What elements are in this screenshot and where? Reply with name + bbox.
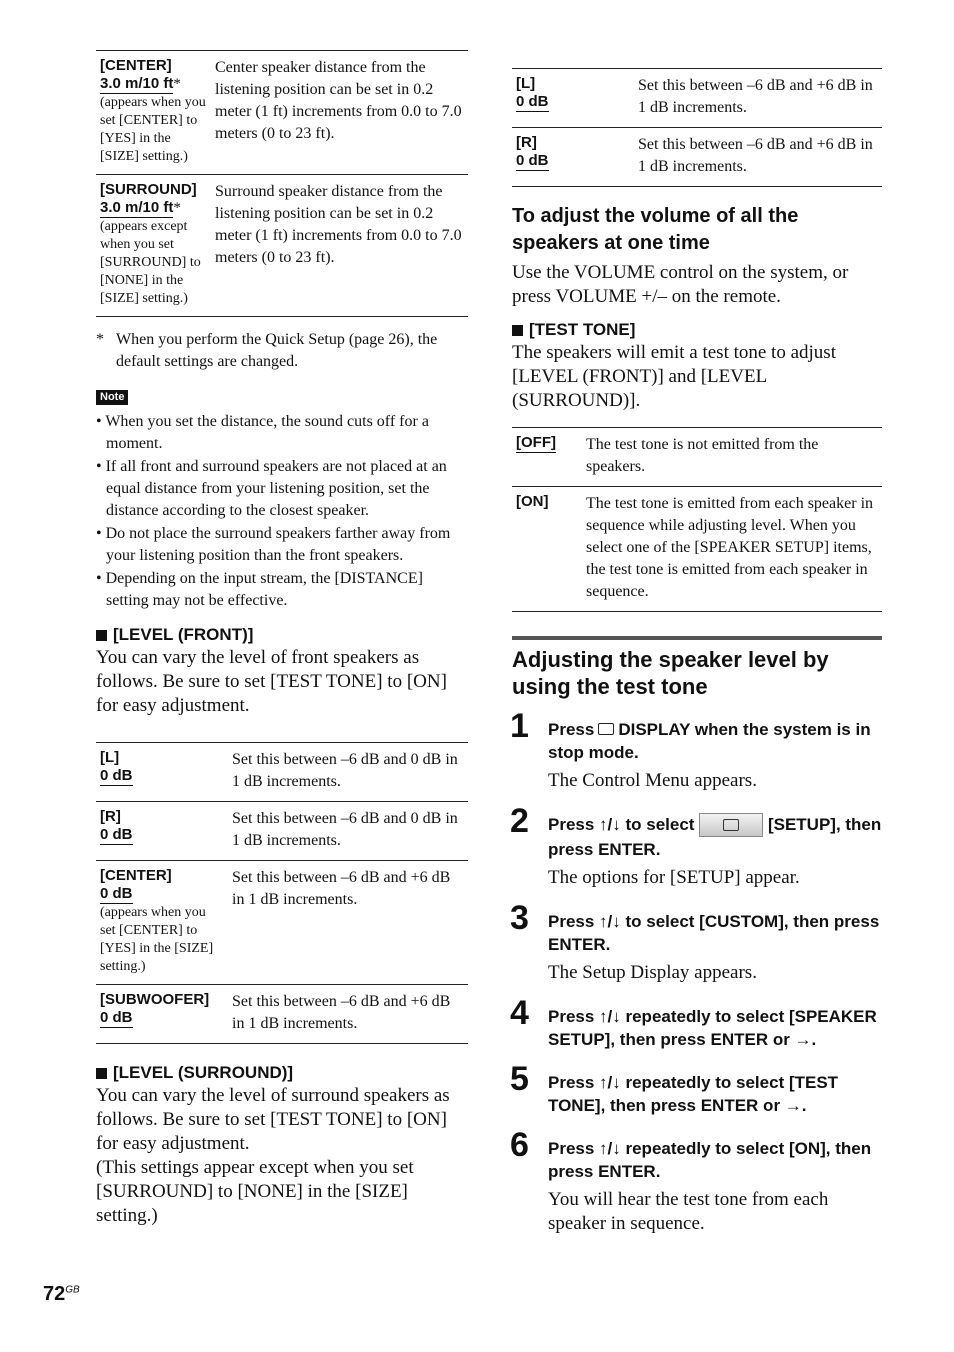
setting-key: [SURROUND] (100, 181, 197, 198)
test-tone-body: The speakers will emit a test tone to adjust [LEVEL (FRONT)] and [LEVEL (SURROUND)]. (512, 342, 836, 411)
step-number: 1 (510, 707, 529, 745)
step-result: The Setup Display appears. (548, 961, 757, 983)
step-result: You will hear the test tone from each speaker in sequence. (548, 1188, 829, 1234)
setting-description: The test tone is emitted from each speaker in sequence while adjusting level. When you select one of the [SPEAKER SETUP] items, the test tone is emitted from each speaker in sequence. (582, 487, 882, 612)
step-4 (510, 993, 882, 1051)
step-instruction: Press ↑/↓ to select [CUSTOM], then press ENTER. (548, 911, 880, 954)
setting-key: [CENTER] (100, 867, 172, 884)
default-value: 0 dB (100, 767, 133, 784)
table-row (512, 69, 882, 128)
square-bullet-icon (96, 1068, 107, 1079)
step-number: 6 (510, 1125, 529, 1164)
step-result: The options for [SETUP] appear. (548, 866, 800, 888)
table-row (96, 985, 468, 1044)
step-instruction: [SETUP], then press ENTER. (548, 815, 882, 859)
table-row (512, 128, 882, 187)
setting-key: [L] (516, 75, 536, 92)
setting-key: [OFF] (516, 434, 556, 451)
test-tone-section (512, 319, 882, 612)
table-row (96, 51, 468, 175)
setting-description: Set this between –6 dB and 0 dB in 1 dB increments. (228, 802, 468, 861)
step-5 (510, 1059, 882, 1117)
step-1 (510, 707, 882, 793)
asterisk: * (173, 76, 181, 92)
right-column (512, 0, 882, 1236)
level-surround-table (512, 68, 882, 187)
table-row (96, 175, 468, 317)
footnote-text: When you perform the Quick Setup (page 26), the default settings are changed. (116, 331, 438, 370)
step-instruction-pre: Press ↑/↓ to select (548, 815, 695, 834)
step-instruction: Press ↑/↓ repeatedly to select [ON], then press ENTER. (548, 1138, 872, 1181)
notes-list (96, 411, 468, 612)
setting-description: Surround speaker distance from the listening position can be set in 0.2 meter (1 ft) increments from 0.0 to 7.0 meters (0 to 23 ft). (211, 175, 468, 317)
page-number: $72^{GB}$ (43, 1283, 80, 1305)
volume-all-heading: To adjust the volume of all the speakers at one time (512, 205, 799, 254)
step-result: The Control Menu appears. (548, 770, 757, 791)
volume-all-body: Use the VOLUME control on the system, or press VOLUME +/– on the remote. (512, 262, 849, 307)
level-surround-body: You can vary the level of surround speakers as follows. Be sure to set [TEST TONE] to [ON] for easy adjustment. (96, 1085, 450, 1154)
adjusting-heading: Adjusting the speaker level by using the test tone (512, 647, 829, 699)
test-tone-table (512, 427, 882, 612)
default-value: 0 dB (516, 152, 549, 169)
setting-description: Set this between –6 dB and +6 dB in 1 dB increments. (228, 985, 468, 1044)
default-value: 0 dB (100, 1009, 133, 1026)
setting-key: [CENTER] (100, 57, 172, 74)
square-bullet-icon (512, 325, 523, 336)
level-surround-condition: (This settings appear except when you set [SURROUND] to [NONE] in the [SIZE] setting.) (96, 1157, 414, 1226)
list-item: • If all front and surround speakers are not placed at an equal distance from your listening position, set the distance according to the closest speaker. (96, 458, 447, 519)
step-6 (510, 1125, 882, 1236)
setting-key: [L] (100, 749, 120, 766)
setting-key: [ON] (516, 493, 549, 510)
setting-condition: (appears except when you set [SURROUND] to [NONE] in the [SIZE] setting.) (100, 219, 201, 306)
setting-description: Set this between –6 dB and +6 dB in 1 dB increments. (228, 861, 468, 985)
step-instruction: Press ↑/↓ repeatedly to select [TEST TONE], then press ENTER or →. (548, 1072, 839, 1115)
step-instruction-pre: Press (548, 720, 595, 739)
list-item: • When you set the distance, the sound cuts off for a moment. (96, 413, 429, 452)
step-3 (510, 898, 882, 985)
footnote-mark: * (96, 331, 104, 348)
default-value: 0 dB (516, 93, 549, 110)
test-tone-heading: [TEST TONE] (512, 319, 882, 341)
setting-key: [SUBWOOFER] (100, 991, 210, 1008)
adjusting-section (512, 636, 882, 1236)
level-front-table (96, 742, 468, 1044)
setting-description: Set this between –6 dB and +6 dB in 1 dB increments. (634, 128, 882, 187)
display-icon (598, 723, 614, 735)
section-rule (512, 636, 882, 640)
table-row (96, 743, 468, 802)
volume-all-section (512, 203, 882, 309)
step-number: 4 (510, 993, 529, 1032)
table-row (512, 428, 882, 487)
step-number: 3 (510, 898, 529, 937)
distance-table (96, 50, 468, 317)
left-column (96, 0, 468, 1228)
square-bullet-icon (96, 630, 107, 641)
step-number: 5 (510, 1059, 529, 1098)
setting-condition: (appears when you set [CENTER] to [YES] in the [SIZE] setting.) (100, 95, 206, 164)
page-suffix: GB (65, 1284, 80, 1296)
setup-toolbox-icon (699, 813, 763, 837)
level-surround-section (96, 1062, 468, 1228)
table-row (96, 861, 468, 985)
step-instruction: Press ↑/↓ repeatedly to select [SPEAKER SETUP], then press ENTER or →. (548, 1006, 877, 1049)
level-front-body: You can vary the level of front speakers as follows. Be sure to set [TEST TONE] to [ON] for easy adjustment. (96, 647, 447, 716)
setting-key: [R] (100, 808, 121, 825)
default-value: 3.0 m/10 ft (100, 75, 174, 92)
asterisk: * (173, 200, 181, 216)
step-instruction: DISPLAY when the system is in stop mode. (548, 720, 871, 762)
setting-key: [R] (516, 134, 537, 151)
setting-description: Set this between –6 dB and +6 dB in 1 dB increments. (634, 69, 882, 128)
default-value: 0 dB (100, 826, 133, 843)
setting-description: Center speaker distance from the listening position can be set in 0.2 meter (1 ft) increments from 0.0 to 7.0 meters (0 to 23 ft). (211, 51, 468, 175)
level-front-heading: [LEVEL (FRONT)] (96, 624, 468, 646)
footnote (96, 329, 468, 373)
level-surround-heading: [LEVEL (SURROUND)] (96, 1062, 468, 1084)
setting-condition: (appears when you set [CENTER] to [YES] in the [SIZE] setting.) (100, 905, 214, 974)
table-row (512, 487, 882, 612)
note-badge: Note (96, 390, 128, 405)
default-value: 3.0 m/10 ft (100, 199, 174, 216)
table-row (96, 802, 468, 861)
setting-description: Set this between –6 dB and 0 dB in 1 dB increments. (228, 743, 468, 802)
default-value: 0 dB (100, 885, 133, 902)
step-2 (510, 802, 882, 890)
list-item: • Depending on the input stream, the [DISTANCE] setting may not be effective. (96, 570, 423, 609)
setting-description: The test tone is not emitted from the speakers. (582, 428, 882, 487)
level-front-section (96, 624, 468, 1044)
list-item: • Do not place the surround speakers farther away from your listening position than the front speakers. (96, 525, 451, 564)
step-number: 2 (510, 802, 529, 840)
note-section (96, 387, 468, 612)
